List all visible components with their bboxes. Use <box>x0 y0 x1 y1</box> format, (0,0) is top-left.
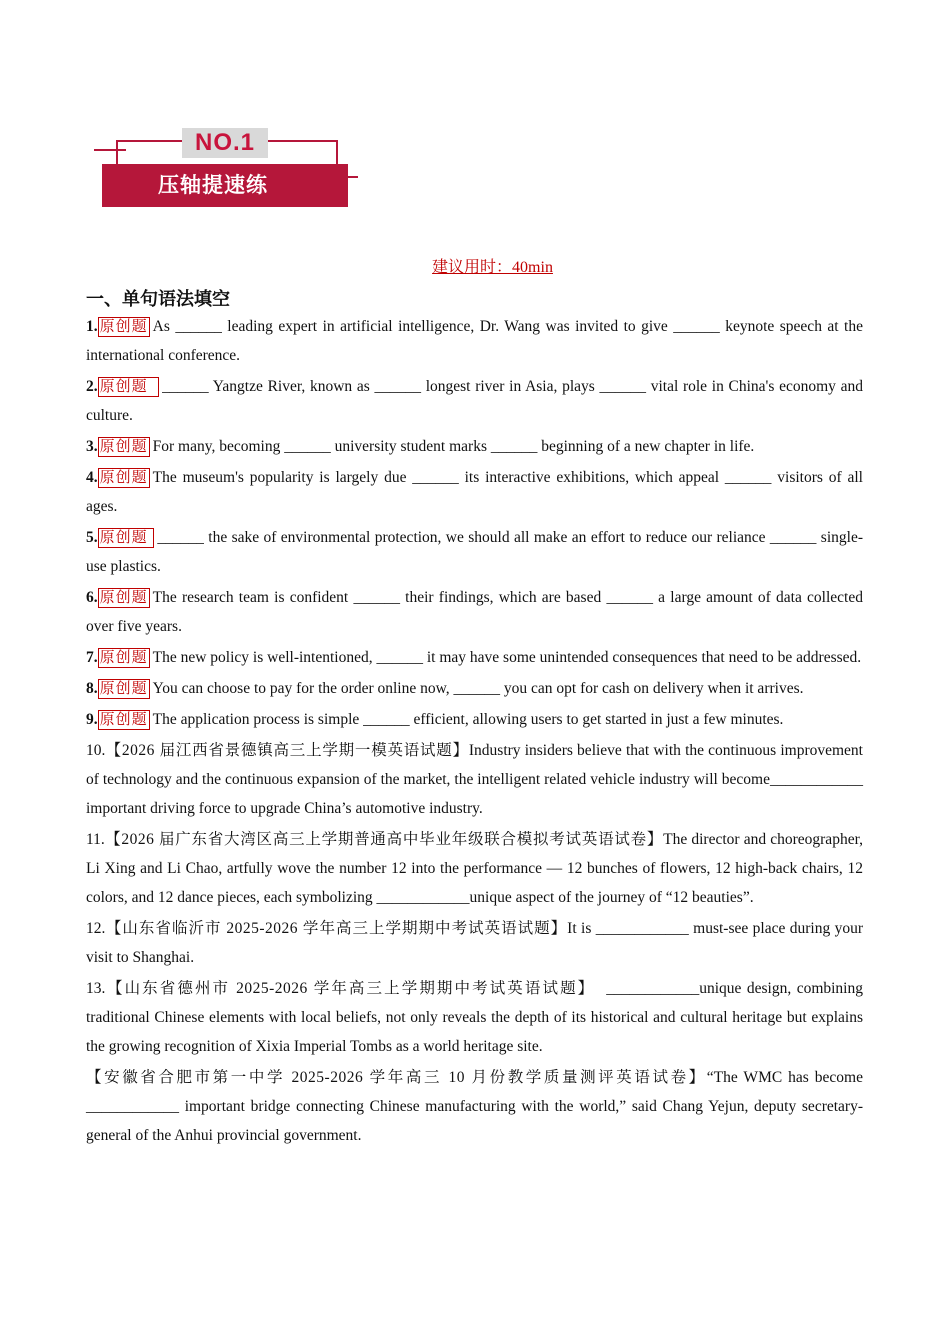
banner-decor-line <box>344 176 358 178</box>
question-text: The museum's popularity is largely due ______ its interactive exhibitions, which appeal ______ visitors of all ages. <box>86 469 863 515</box>
question-number: 7. <box>86 649 98 666</box>
sourced-question-item <box>86 914 863 972</box>
sourced-question-item <box>86 825 863 912</box>
question-item <box>86 372 863 430</box>
question-source: 【安徽省合肥市第一中学 2025-2026 学年高三 10 月份教学质量测评英语试卷】 <box>86 1069 707 1086</box>
section-title: 一、单句语法填空 <box>86 289 230 310</box>
original-tag: 原创题 <box>99 319 148 335</box>
question-item <box>86 463 863 521</box>
question-item <box>86 583 863 641</box>
original-tag: 原创题 <box>99 439 148 455</box>
original-tag: 原创题 <box>99 530 153 546</box>
question-text: ______ Yangtze River, known as ______ longest river in Asia, plays ______ vital role in China's economy and culture. <box>86 378 863 424</box>
original-tag: 原创题 <box>99 681 148 697</box>
question-text: The application process is simple ______ efficient, allowing users to get started in just a few minutes. <box>152 711 784 728</box>
question-item <box>86 523 863 581</box>
banner-decor-line <box>336 140 338 164</box>
question-number: 11. <box>86 831 105 848</box>
question-source: 【山东省临沂市 2025-2026 学年高三上学期期中考试英语试题】 <box>105 920 568 937</box>
question-number: 10. <box>86 742 106 759</box>
question-number: 8. <box>86 680 98 697</box>
original-tag: 原创题 <box>99 590 148 606</box>
question-source: 【2026 届广东省大湾区高三上学期普通高中毕业年级联合模拟考试英语试卷】 <box>104 831 664 848</box>
question-number: 4. <box>86 469 98 486</box>
sourced-question-item <box>86 974 867 1061</box>
question-number: 3. <box>86 438 98 455</box>
question-text: “The WMC has become ____________ important bridge connecting Chinese manufacturing with the world,” said Chang Yejun, deputy secretary-general of the Anhui provincial government. <box>86 1069 863 1144</box>
section-banner <box>92 124 358 212</box>
sourced-question-item <box>86 1063 863 1150</box>
banner-title: 压轴提速练 <box>102 164 348 207</box>
question-item <box>86 312 863 370</box>
question-text: ______ the sake of environmental protection, we should all make an effort to reduce our reliance ______ single-use plastics. <box>86 529 863 575</box>
banner-decor-line <box>116 140 118 164</box>
sourced-question-item <box>86 736 863 823</box>
question-item <box>86 674 863 703</box>
question-text: For many, becoming ______ university student marks ______ beginning of a new chapter in life. <box>152 438 755 455</box>
question-source: 【2026 届江西省景德镇高三上学期一模英语试题】 <box>105 742 469 759</box>
original-tag: 原创题 <box>99 470 148 486</box>
question-text: The new policy is well-intentioned, ______ it may have some unintended consequences that need to be addressed. <box>152 649 862 666</box>
question-number: 9. <box>86 711 98 728</box>
question-number: 1. <box>86 318 98 335</box>
question-text: The director and choreographer, Li Xing and Li Chao, artfully wove the number 12 into the performance — 12 bunches of flowers, 12 high-back chairs, 12 colors, and 12 dance pieces, each symbolizing ____________unique aspect of the journey of “12 beauties”. <box>86 831 863 906</box>
original-tag: 原创题 <box>99 379 158 395</box>
question-number: 5. <box>86 529 98 546</box>
question-item <box>86 643 863 672</box>
question-number: 2. <box>86 378 98 395</box>
question-item <box>86 705 863 734</box>
question-number: 13. <box>86 980 106 997</box>
question-text: You can choose to pay for the order online now, ______ you can opt for cash on delivery when it arrives. <box>152 680 804 697</box>
banner-number: NO.1 <box>182 128 268 158</box>
question-text: ____________unique design, combining traditional Chinese elements with local beliefs, not only reveals the depth of its historical and cultural heritage but explains the growing recognition of Xixia Imperial Tombs as a world heritage site. <box>86 980 867 1055</box>
banner-decor-line <box>94 149 126 151</box>
question-item <box>86 432 863 461</box>
question-number: 6. <box>86 589 98 606</box>
suggested-time: 建议用时：40min <box>432 259 553 276</box>
question-source: 【山东省德州市 2025-2026 学年高三上学期期中考试英语试题】 <box>105 980 596 997</box>
question-text: The research team is confident ______ their findings, which are based ______ a large amount of data collected over five years. <box>86 589 863 635</box>
question-text: It is ____________ must-see place during your visit to Shanghai. <box>86 920 863 966</box>
question-list <box>86 289 867 1152</box>
question-text: As ______ leading expert in artificial intelligence, Dr. Wang was invited to give ______ keynote speech at the international conference. <box>86 318 863 364</box>
original-tag: 原创题 <box>99 650 148 666</box>
question-text: Industry insiders believe that with the continuous improvement of technology and the continuous expansion of the market, the intelligent related vehicle industry will become____________ important driving force to upgrade China’s automotive industry. <box>86 742 863 817</box>
original-tag: 原创题 <box>99 712 148 728</box>
question-number: 12. <box>86 920 106 937</box>
